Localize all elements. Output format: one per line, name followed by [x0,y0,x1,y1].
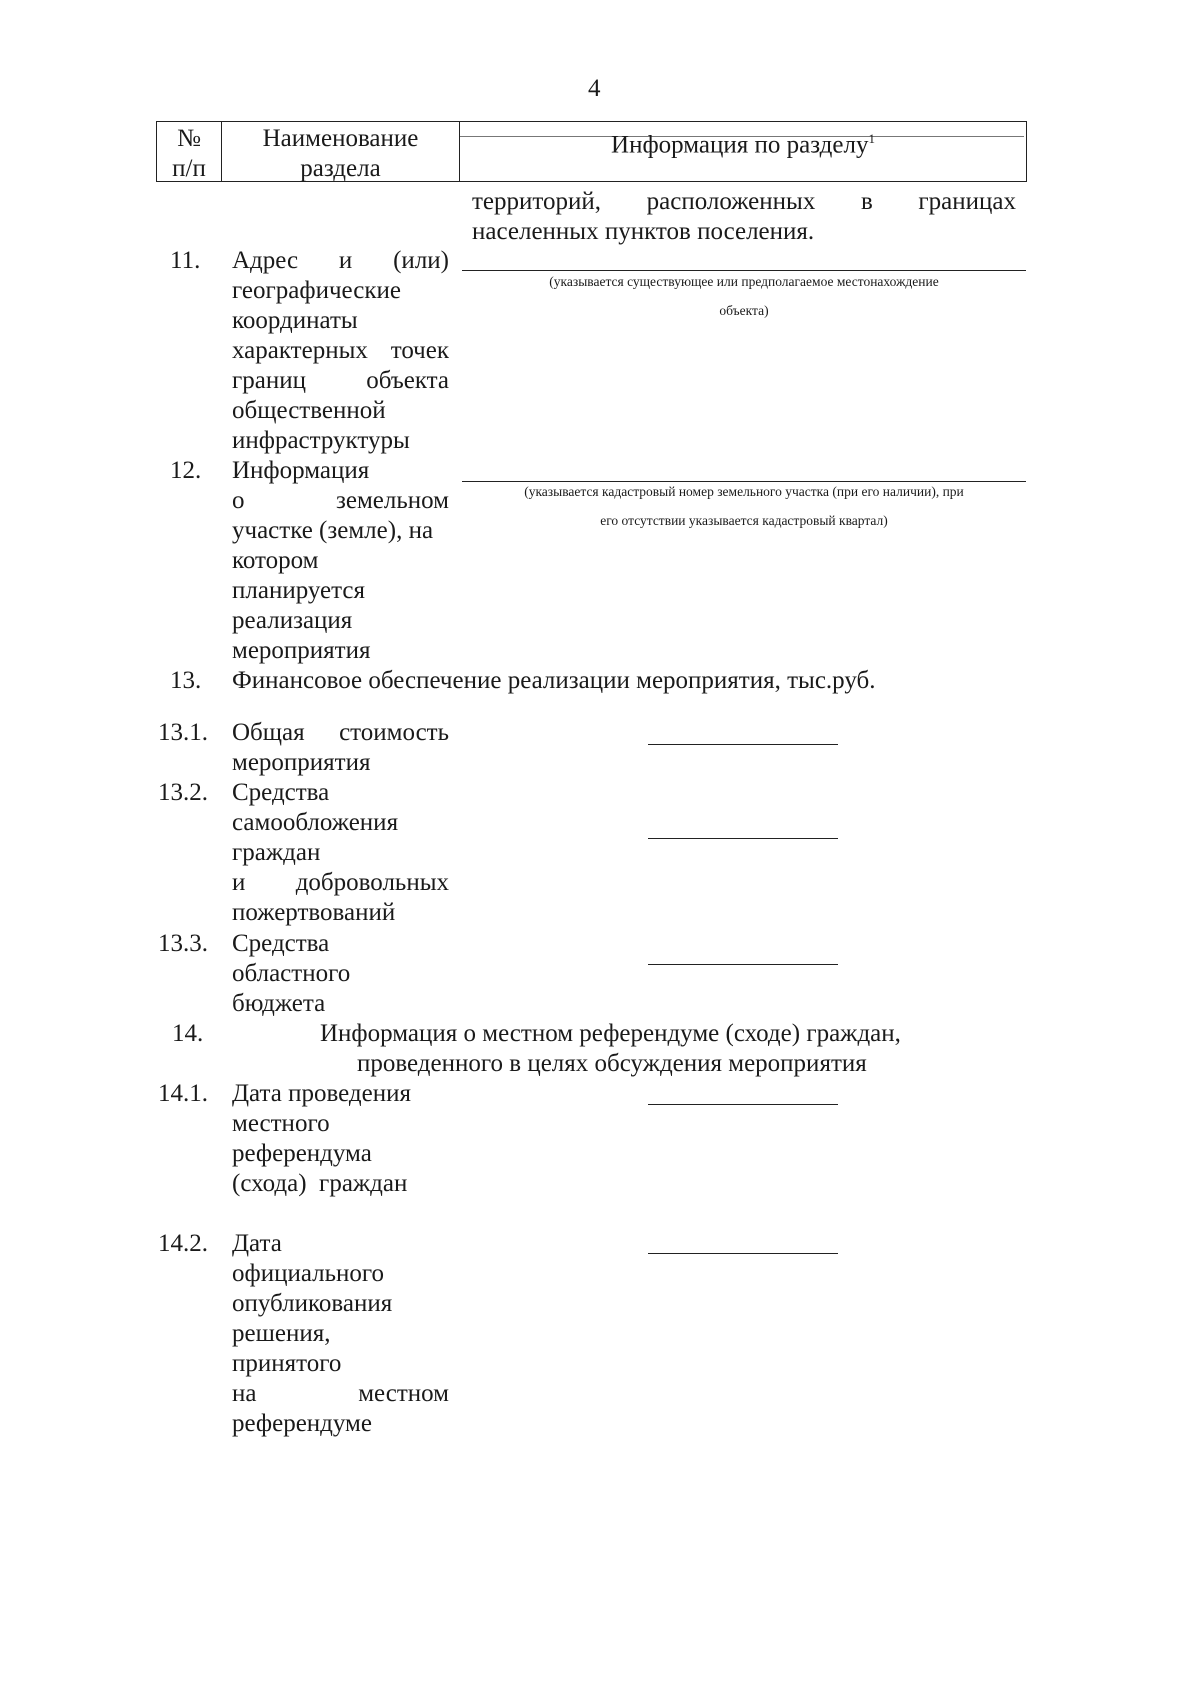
row-title-line: референдума [232,1140,372,1167]
row-title-line: географические [232,277,401,304]
row-title-line: (схода) граждан [232,1170,408,1197]
row-title-line: принятого [232,1350,342,1377]
row-title-line: общественной [232,397,386,424]
regional-budget-fill-line [648,964,838,965]
row-title-line: Финансовое обеспечение реализации мероприятия, тыс.руб. [232,667,876,694]
header-num-label-2: п/п [172,155,206,182]
row-title-line: проведенного в целях обсуждения мероприятия [357,1050,867,1077]
row-title-line: Адрес и (или) [232,247,449,274]
row-title-line: Общая стоимость [232,719,449,746]
continuation-line-1: территорий, расположенных в границах [472,188,1016,215]
row-title-line: на местном [232,1380,449,1407]
cadastral-hint-line-1: (указывается кадастровый номер земельного участка (при его наличии), при [524,484,964,499]
row-title-line: реализация [232,607,353,634]
row-title-line: бюджета [232,990,326,1017]
row-number: 14.1. [158,1080,208,1107]
row-number: 13.3. [158,930,208,957]
row-number: 14.2. [158,1230,208,1257]
row-title-line: границ объекта [232,367,449,394]
row-title-line: о земельном [232,487,449,514]
row-number: 13.2. [158,779,208,806]
row-title-line: пожертвований [232,899,396,926]
address-fill-line [462,270,1026,271]
row-title-line: референдуме [232,1410,372,1437]
row-title-line: характерных точек [232,337,449,364]
header-name-label-1: Наименование [262,125,419,152]
row-title-line: решения, [232,1320,331,1347]
cadastral-fill-line [462,481,1026,482]
page-number: 4 [588,75,601,102]
header-name-label-2: раздела [300,155,381,182]
header-right-border [1026,121,1027,182]
cadastral-hint-line-2: его отсутствии указывается кадастровый квартал) [600,513,888,528]
row-title-line: котором [232,547,319,574]
row-number: 13.1. [158,719,208,746]
row-title-line: Дата проведения [232,1080,411,1107]
address-hint-line-2: объекта) [719,303,769,318]
address-hint-line-1: (указывается существующее или предполагаемое местонахождение [549,274,939,289]
row-title-line: областного [232,960,351,987]
row-title-line: планируется [232,577,365,604]
footnote-marker: 1 [868,131,875,146]
row-title-line: и добровольных [232,869,449,896]
row-number: 14. [172,1020,204,1047]
total-cost-fill-line [648,744,838,745]
self-taxation-fill-line [648,838,838,839]
publication-date-fill-line [648,1253,838,1254]
row-title-line: опубликования [232,1290,393,1317]
row-title-line: мероприятия [232,749,371,776]
row-title-line: официального [232,1260,385,1287]
row-number: 12. [170,457,202,484]
row-title-line: самообложения [232,809,399,836]
row-title-line: местного [232,1110,330,1137]
row-title-line: участке (земле), на [232,517,434,544]
header-info-label: Информация по разделу$^1$ [611,131,875,159]
row-number: 13. [170,667,202,694]
header-num-label-1: № [177,125,201,152]
row-title-line: инфраструктуры [232,427,410,454]
row-title-line: граждан [232,839,321,866]
row-title-line: координаты [232,307,358,334]
row-number: 11. [170,247,201,274]
row-title-line: Средства [232,779,330,806]
row-title-line: Средства [232,930,330,957]
row-title-line: мероприятия [232,637,371,664]
referendum-date-fill-line [648,1104,838,1105]
row-title-line: Информация [232,457,370,484]
row-title-line: Дата [232,1230,282,1257]
continuation-line-2: населенных пунктов поселения. [472,218,815,245]
row-title-line: Информация о местном референдуме (сходе) граждан, [320,1020,901,1047]
